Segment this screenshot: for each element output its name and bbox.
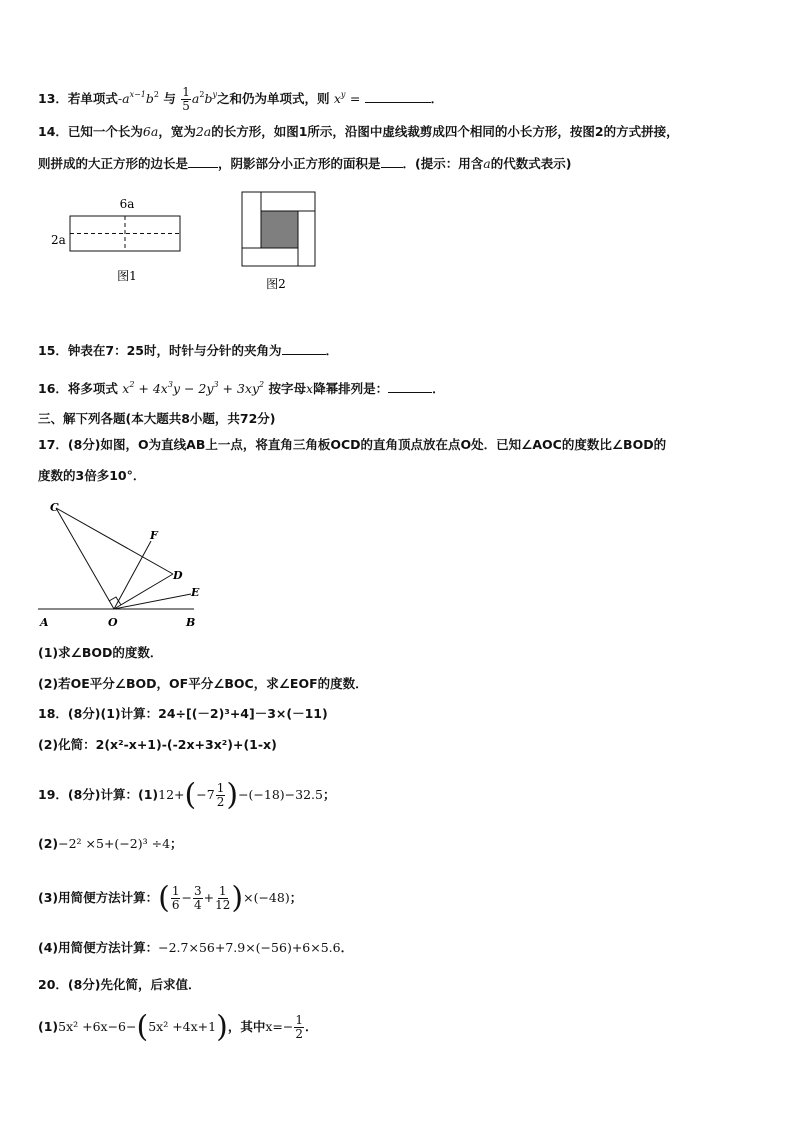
q15-text: 15．钟表在7：25时，时针与分针的夹角为	[38, 343, 282, 358]
q19-paren-open: (	[184, 777, 197, 813]
q19-p2-expr: −2² ×5+(−2)³ ÷4	[58, 836, 171, 851]
q20-paren-close: )	[216, 1009, 228, 1045]
q13-fraction	[181, 86, 191, 113]
q20-p1-label: (1)	[38, 1019, 59, 1034]
q19-p4-label: (4)用简便方法计算：	[38, 940, 159, 955]
q16-text-a: 16．将多项式	[38, 381, 118, 396]
ray-oc	[56, 508, 114, 609]
q13-x: x	[333, 91, 341, 106]
q14-text-e: ，阴影部分小正方形的面积是	[218, 156, 381, 171]
q13-minus: -	[117, 91, 123, 106]
q13-exp4: y	[212, 90, 217, 99]
q13-prefix: 13．若单项式	[38, 91, 118, 106]
q13-end: ．	[430, 91, 444, 106]
q19-p1-b: −(−18)−32.5	[238, 787, 323, 802]
fig2-top-piece	[261, 192, 315, 211]
question-17-line2: 度数的3倍多10°．	[38, 468, 146, 483]
q13-exp2: 2	[153, 90, 160, 99]
label-e: E	[191, 586, 200, 599]
question-15	[38, 341, 756, 361]
q19-p4-end: ．	[340, 940, 354, 955]
label-f: F	[150, 529, 158, 542]
ray-oe	[114, 594, 191, 609]
q13-mid: 之和仍为单项式，则	[216, 91, 330, 106]
q19-p1-frac-num: 1	[216, 781, 225, 795]
label-b: B	[186, 616, 196, 629]
question-17-line1: 17．(8分)如图，O为直线AB上一点，将直角三角板OCD的直角顶点放在点O处．已知∠AOC的度数比∠BOD的	[38, 437, 667, 452]
q20-p1-a: 5x² +6x−6−	[58, 1019, 137, 1034]
section-3-heading: 三、解下列各题(本大题共8小题，共72分)	[38, 411, 276, 426]
q19-p4-expr: −2.7×56+7.9×(−56)+6×5.6	[158, 940, 341, 955]
question-18-line2: (2)化简：2(x²-x+1)-(-2x+3x²)+(1-x)	[38, 737, 277, 752]
q13-y: y	[340, 90, 346, 99]
question-16	[38, 379, 756, 399]
question-13	[38, 86, 756, 113]
q14-a: a	[483, 156, 491, 171]
q19-p3-paren-open: (	[158, 880, 170, 916]
q13-exp3: 2	[199, 90, 205, 99]
q19-p2-label: (2)	[38, 836, 59, 851]
fig1-left-label: 2a	[51, 233, 66, 247]
question-20-line1: 20．(8分)先化简，后求值．	[38, 977, 201, 992]
q19-p3-frac1	[171, 885, 181, 912]
question-19-part3	[38, 880, 756, 916]
q14-text-f: ．(提示：用含	[402, 156, 484, 171]
q19-p1-frac	[216, 782, 226, 809]
fig1-caption: 图1	[117, 269, 137, 283]
q16-text-b: 按字母	[268, 381, 307, 396]
q19-p3-frac2	[193, 885, 203, 912]
fig2-shaded-square	[261, 211, 298, 248]
q14-text-c: 的长方形，如图1所示，沿图中虚线裁剪成四个相同的小长方形，按图2的方式拼接，	[211, 124, 679, 139]
q13-conj: 与	[163, 91, 176, 106]
label-d: D	[173, 569, 183, 582]
q19-p1-frac-den: 2	[216, 795, 225, 809]
q19-p1-a: 12+	[158, 787, 185, 802]
fig2-left-piece	[242, 192, 261, 248]
q20-paren-open: (	[136, 1009, 149, 1045]
fig2-right-piece	[298, 211, 315, 266]
q19-p3-frac3	[215, 885, 230, 912]
q13-frac-num: 1	[182, 85, 190, 99]
question-17-part1: (1)求∠BOD的度数．	[38, 645, 163, 660]
q16-polynomial: $x^2 + 4x^3y - 2y^3 + 3xy^2$	[122, 380, 265, 396]
q14-6a: 6a	[142, 124, 159, 139]
fig1-top-label: 6a	[119, 197, 135, 211]
q20-frac-num: 1	[295, 1013, 303, 1027]
q20-p1-b: 5x² +4x+1	[148, 1019, 217, 1034]
q13-b: b	[145, 91, 154, 106]
q13-exp1: x−1	[129, 90, 146, 99]
q15-blank	[282, 354, 326, 355]
q16-text-c: 降幂排列是：	[313, 381, 389, 396]
label-o: O	[108, 616, 118, 629]
q19-p3-frac3-num: 1	[218, 884, 227, 898]
question-17-part2: (2)若OE平分∠BOD，OF平分∠BOC，求∠EOF的度数．	[38, 676, 368, 691]
question-18-line1: 18．(8分)(1)计算：24÷[(－2)³+4]－3×(－11)	[38, 706, 328, 721]
q20-end: ．	[304, 1019, 318, 1034]
fig2-bottom-piece	[242, 248, 298, 266]
q16-x: x	[306, 381, 314, 396]
figure-1	[45, 192, 190, 292]
figure-angle	[36, 498, 206, 632]
q14-blank1	[188, 167, 218, 168]
q19-label: 19．(8分)计算：(1)	[38, 787, 159, 802]
label-c: C	[50, 501, 59, 514]
q13-eq: =	[349, 91, 361, 106]
q13-b3: b	[204, 91, 213, 106]
label-a: A	[40, 616, 49, 629]
q19-p3-label: (3)用简便方法计算：	[38, 890, 159, 905]
q14-text-b: ，宽为	[158, 124, 196, 139]
q19-p3-frac2-num: 3	[193, 884, 202, 898]
q19-p1-sep: ；	[322, 787, 336, 802]
question-19-part1	[38, 777, 756, 813]
question-14-line2	[38, 154, 756, 174]
question-20-part1	[38, 1009, 756, 1045]
q19-p3-frac3-den: 12	[215, 898, 231, 912]
q20-frac	[294, 1014, 304, 1041]
q19-p3-frac2-den: 4	[193, 898, 202, 912]
q20-p1-c: ，其中	[227, 1019, 266, 1034]
q13-answer-blank	[365, 102, 431, 103]
q19-p3-sep: ；	[289, 890, 303, 905]
question-19-part4	[38, 938, 756, 958]
q20-x-eq: x=−	[265, 1019, 294, 1034]
q19-p3-b: ×(−48)	[243, 890, 290, 905]
q15-end: ．	[325, 343, 339, 358]
q13-a2: a	[191, 91, 200, 106]
q16-end: ．	[432, 381, 445, 396]
q14-text-d: 则拼成的大正方形的边长是	[38, 156, 189, 171]
fig2-caption: 图2	[266, 277, 286, 291]
q20-frac-den: 2	[295, 1027, 303, 1041]
question-19-part2	[38, 834, 756, 854]
question-14-line1	[38, 122, 756, 142]
q16-blank	[388, 392, 432, 393]
q19-p1-int: −7	[196, 787, 215, 802]
q19-p3-minus: −	[181, 890, 192, 905]
q14-blank2	[381, 167, 403, 168]
q19-p3-plus: +	[203, 890, 215, 905]
q14-2a: 2a	[195, 124, 212, 139]
figure-2	[238, 188, 323, 293]
q14-text-a: 14．已知一个长为	[38, 124, 143, 139]
q19-paren-close: )	[226, 777, 239, 813]
q19-p3-frac1-den: 6	[171, 898, 180, 912]
q14-text-g: 的代数式表示)	[490, 156, 572, 171]
q19-p3-paren-close: )	[231, 880, 244, 916]
q19-p3-frac1-num: 1	[171, 884, 180, 898]
q13-a: a	[122, 91, 130, 106]
q19-p2-sep: ；	[170, 836, 183, 851]
q13-frac-den: 5	[182, 99, 190, 113]
